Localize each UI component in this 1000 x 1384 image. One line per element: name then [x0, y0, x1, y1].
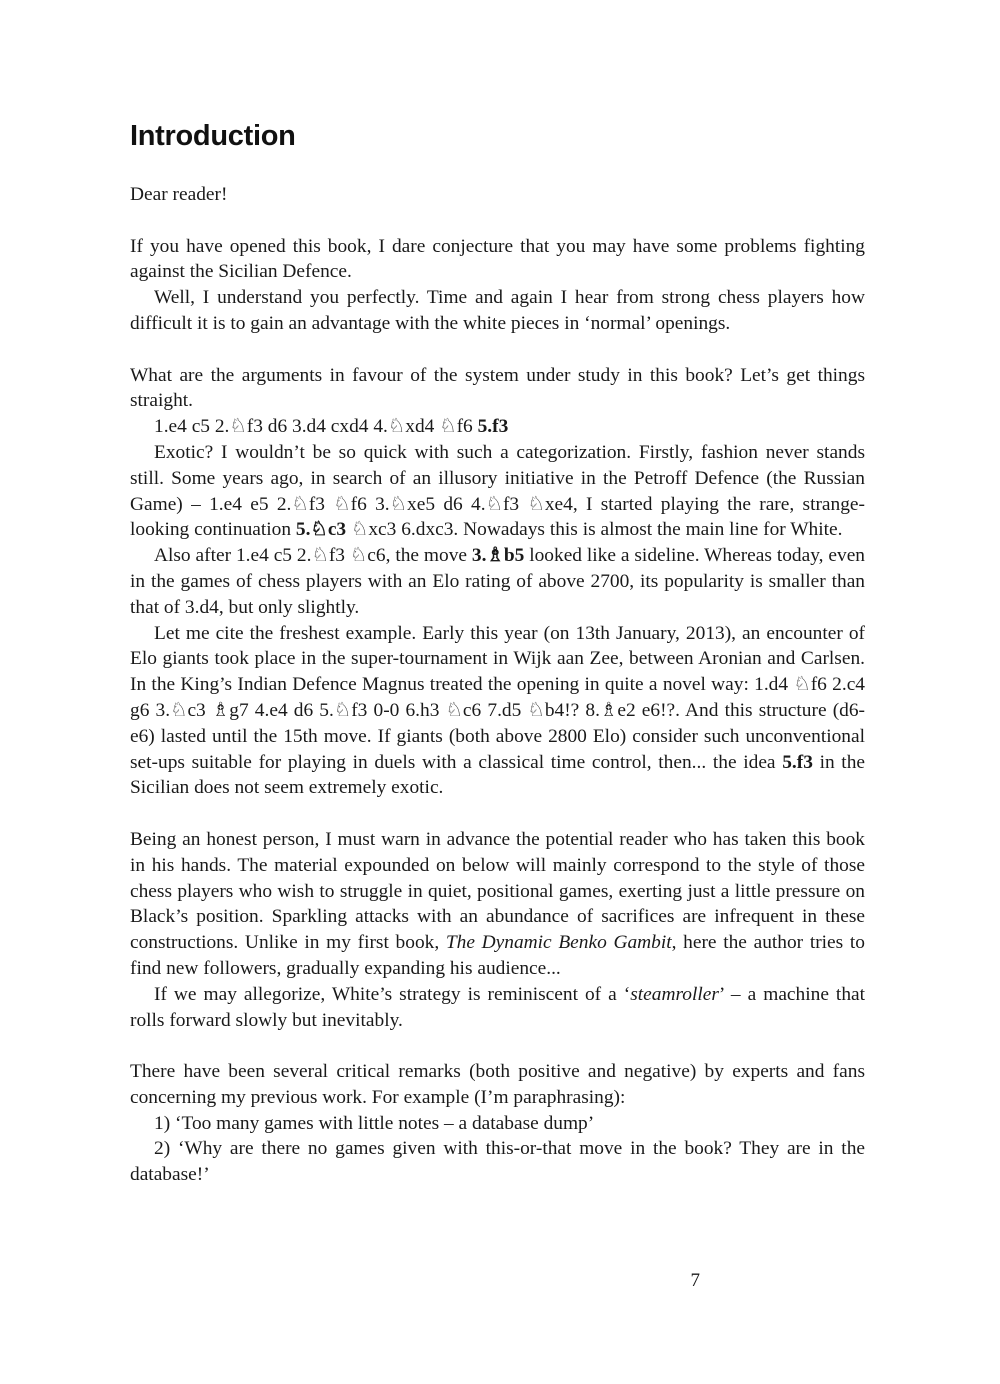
book-title-reference: The Dynamic Benko Gambit	[445, 932, 672, 954]
paragraph-8	[130, 827, 865, 982]
paragraph-10: There have been several critical remarks (both positive and negative) by experts and fans concerning my previous work. For example (I’m paraphrasing):	[130, 1061, 865, 1108]
paragraph-2: Well, I understand you perfectly. Time and again I hear from strong chess players how difficult it is to gain an advantage with the white pieces in ‘normal’ openings.	[130, 287, 865, 334]
emphasis-term: steamroller	[630, 983, 719, 1005]
paragraph-8-text-b: , here the author tries to find new followers, gradually expanding his audience...	[130, 932, 865, 979]
paragraph-1: If you have opened this book, I dare conjecture that you may have some problems fighting against the Sicilian Defence.	[130, 235, 865, 283]
paragraph-6	[130, 543, 865, 620]
key-move: 5.f3	[477, 416, 509, 438]
paragraph-3: What are the arguments in favour of the system under study in this book? Let’s get things straight.	[130, 364, 865, 412]
page-number: 7	[690, 1270, 700, 1291]
remark-1: 1) ‘Too many games with little notes – a database dump’	[154, 1112, 595, 1134]
paragraph-9-text-a: If we may allegorize, White’s strategy is reminiscent of a ‘	[154, 983, 631, 1005]
key-move: 5.f3	[782, 751, 813, 773]
paragraph-7-text-b: in the Sicilian does not seem extremely exotic.	[130, 751, 866, 799]
paragraph-5	[130, 440, 865, 543]
chapter-body	[130, 182, 865, 1188]
paragraph-5-text-a: Exotic? I wouldn’t be so quick with such a categorization. Firstly, fashion never stands still. Some years ago, in search of an illusory initiative in the Petroff Defence (the Russian Game) – 1.e4 e5 2.♘f3 ♘f6 3.♘xe5 d6 4.♘f3 ♘xe4, I started playing the rare, strange-looking continuation	[130, 441, 865, 541]
move-sequence-text: 1.e4 c5 2.♘f3 d6 3.d4 cxd4 4.♘xd4 ♘f6	[154, 416, 478, 438]
paragraph-8-text-a: Being an honest person, I must warn in advance the potential reader who has taken this book in his hands. The material expounded on below will mainly correspond to the style of those chess players who wish to struggle in quiet, positional games, exerting just a little pressure on Black’s position. Sparkling attacks with an abundance of sacrifices are infrequent in these constructions. Unlike in my first book,	[130, 828, 865, 954]
paragraph-5-text-b: ♘xc3 6.dxc3. Nowadays this is almost the main line for White.	[346, 519, 843, 541]
paragraph-6-text-a: Also after 1.e4 c5 2.♘f3 ♘c6, the move	[154, 545, 472, 567]
paragraph-6-text-b: looked like a sideline. Whereas today, even in the games of chess players with an Elo rating of above 2700, its popularity is smaller than that of 3.d4, but only slightly.	[130, 545, 865, 618]
key-move: 3.♗b5	[471, 545, 525, 567]
chapter-title: Introduction	[130, 120, 296, 152]
move-sequence-main-line	[130, 414, 865, 440]
salutation: Dear reader!	[130, 184, 228, 205]
paragraph-7-text-a: Let me cite the freshest example. Early this year (on 13th January, 2013), an encounter of Elo giants took place in the super-tournament in Wijk aan Zee, between Aronian and Carlsen. In the King’s Indian Defence Magnus treated the opening in quite a novel way: 1.d4 ♘f6 2.c4 g6 3.♘c3 ♗g7 4.e4 d6 5.♘f3 0-0 6.h3 ♘c6 7.d5 ♘b4!? 8.♗e2 e6!?. And this structure (d6-e6) lasted until the 15th move. If giants (both above 2800 Elo) consider such unconventional set-ups suitable for playing in duels with a classical time control, then... the idea	[130, 622, 865, 773]
paragraph-7	[130, 621, 865, 802]
paragraph-9	[130, 982, 865, 1034]
key-move: 5.♘c3	[295, 519, 347, 541]
remark-2: 2) ‘Why are there no games given with this-or-that move in the book? They are in the database!’	[130, 1138, 865, 1186]
paragraph-9-text-b: ’ – a machine that rolls forward slowly but inevitably.	[130, 983, 866, 1031]
